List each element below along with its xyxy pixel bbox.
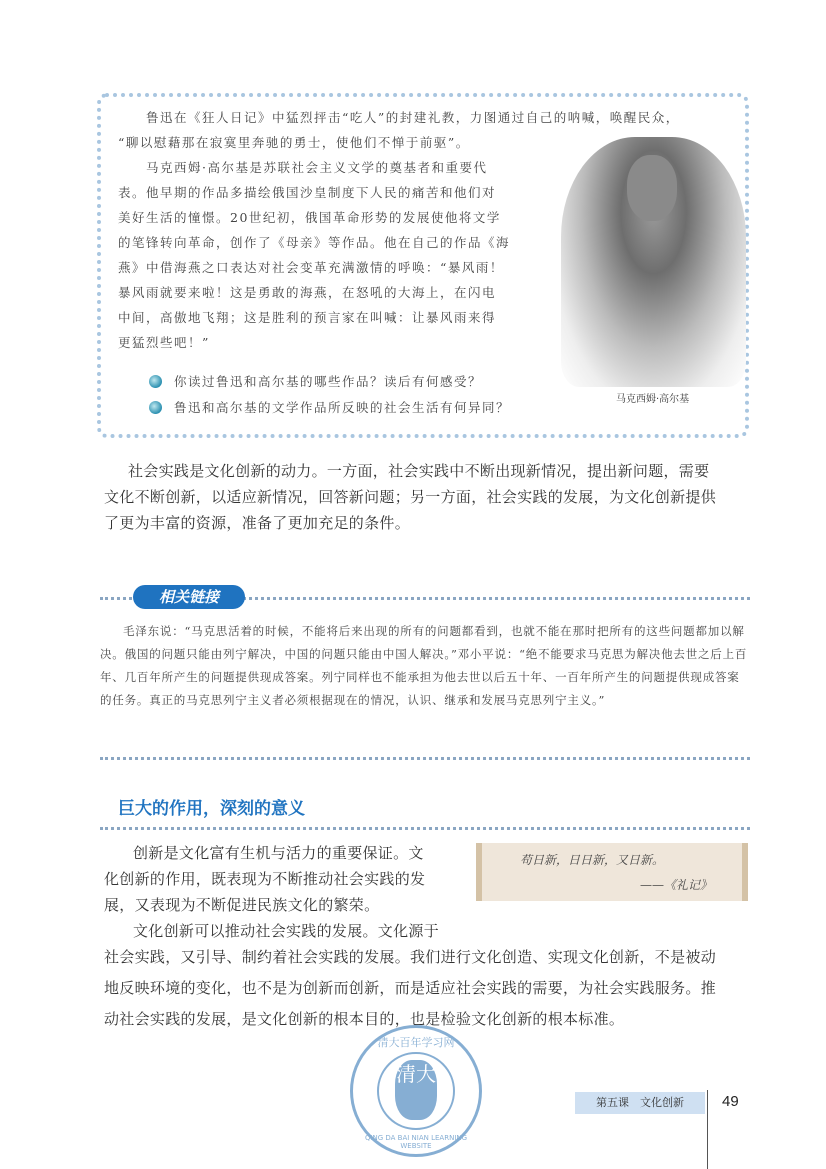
box-line: 暴风雨就要来啦！这是勇敢的海燕，在怒吼的大海上，在闪电 (118, 285, 497, 300)
divider (100, 827, 750, 830)
box-line: 马克西姆·高尔基是苏联社会主义文学的奠基者和重要代 (146, 160, 488, 175)
section-line: 展，又表现为不断促进民族文化的繁荣。 (104, 896, 380, 914)
quote-scroll (476, 843, 748, 901)
section-line: 化创新的作用，既表现为不断推动社会实践的发 (104, 870, 426, 888)
question-text: 鲁迅和高尔基的文学作品所反映的社会生活有何异同？ (174, 400, 511, 415)
related-link-text: 毛泽东说：“马克思活着的时候，不能将后来出现的所有的问题都看到，也就不能在那时把所有的这些问题都加以解决。俄国的问题只能由列宁解决，中国的问题只能由中国人解决。”邓小平说：“绝不能要求马克思为解决他去世之后上百年、几百年所产生的问题提供现成答案。列宁同样也不能承担为他去世以后五十年、一百年所产生的问题提供现成答案的任务。真正的马克思列宁主义者必须根据现在的情况，认识、继承和发展马克思列宁主义。” (100, 624, 748, 707)
question-item (149, 398, 510, 416)
watermark-bottom-text: QING DA BAI NIAN LEARNING WEBSITE (364, 1134, 468, 1150)
page-number: 49 (722, 1093, 739, 1110)
question-item (149, 372, 482, 390)
box-line: 的笔锋转向革命，创作了《母亲》等作品。他在自己的作品《海 (118, 235, 511, 250)
quote-text: 苟日新，日日新，又日新。 (520, 853, 665, 867)
question-text: 你读过鲁迅和高尔基的哪些作品？读后有何感受？ (174, 374, 483, 389)
box-line: 更猛烈些吧！” (118, 335, 210, 350)
section-line: 文化创新可以推动社会实践的发展。文化源于 (133, 922, 440, 940)
section-line: 地反映环境的变化，也不是为创新而创新，而是适应社会实践的需要，为社会实践服务。推 (104, 979, 717, 997)
reading-box (97, 93, 749, 438)
section-heading: 巨大的作用，深刻的意义 (118, 799, 305, 819)
watermark-logo (350, 1025, 482, 1157)
box-line: 燕》中借海燕之口表达对社会变革充满激情的呼唤：“暴风雨！ (118, 260, 504, 275)
related-link-badge: 相关链接 (133, 585, 245, 609)
photo-caption: 马克西姆·高尔基 (616, 394, 690, 405)
body-line: 社会实践是文化创新的动力。一方面，社会实践中不断出现新情况，提出新问题，需要 (128, 462, 710, 480)
box-line: 中间，高傲地飞翔；这是胜利的预言家在叫喊：让暴风雨来得 (118, 310, 497, 325)
lesson-label: 第五课 文化创新 (575, 1092, 705, 1114)
gorky-portrait-image (561, 137, 746, 387)
section-line: 社会实践，又引导、制约着社会实践的发展。我们进行文化创造、实现文化创新，不是被动 (104, 948, 717, 966)
divider (100, 757, 750, 760)
bullet-icon (149, 375, 162, 388)
footer-rule (707, 1090, 708, 1169)
body-line: 文化不断创新，以适应新情况，回答新问题；另一方面，社会实践的发展，为文化创新提供 (104, 488, 717, 506)
box-line: 美好生活的憧憬。20世纪初，俄国革命形势的发展使他将文学 (118, 210, 501, 225)
box-line: “聊以慰藉那在寂寞里奔驰的勇士，使他们不惮于前驱”。 (118, 135, 470, 150)
watermark-top-text: 清大百年学习网 (377, 1036, 455, 1049)
portrait-face (627, 155, 677, 221)
box-line: 鲁迅在《狂人日记》中猛烈抨击“吃人”的封建礼教，力图通过自己的呐喊，唤醒民众， (146, 110, 680, 125)
section-line: 创新是文化富有生机与活力的重要保证。文 (133, 844, 424, 862)
box-line: 表。他早期的作品多描绘俄国沙皇制度下人民的痛苦和他们对 (118, 185, 497, 200)
watermark-seal: 清大 (395, 1060, 437, 1120)
quote-source: ——《礼记》 (639, 878, 712, 892)
body-line: 了更为丰富的资源，准备了更加充足的条件。 (104, 514, 411, 532)
section-line: 动社会实践的发展，是文化创新的根本目的，也是检验文化创新的根本标准。 (104, 1010, 625, 1028)
bullet-icon (149, 401, 162, 414)
